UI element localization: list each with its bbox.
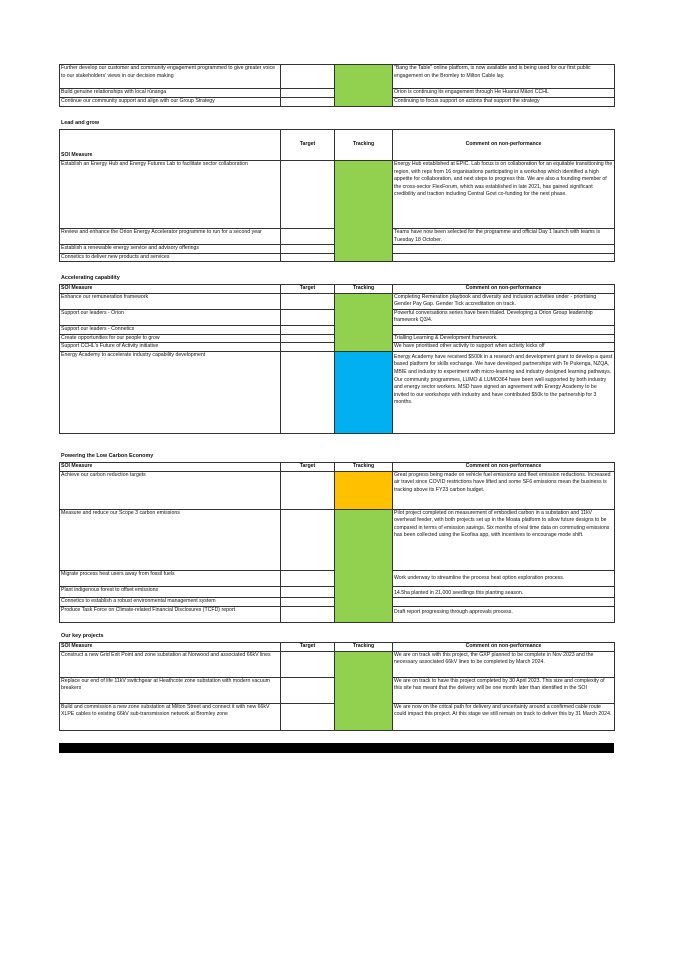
measure-cell: Plant indigenous forest to offset emissions (60, 586, 281, 598)
target-cell (281, 343, 335, 352)
comment-cell (393, 598, 615, 607)
header-target: Target (281, 130, 335, 161)
target-cell (281, 161, 335, 229)
section-title: Accelerating capability (61, 275, 120, 281)
comment-cell: Orion is continuing its engagement through He Huanui Māori CCHL (393, 89, 615, 98)
target-cell (281, 606, 335, 622)
measure-cell: Connetics to deliver new products and services (60, 253, 281, 262)
measure-cell: Produce Task Force on Climate-related Financial Disclosures (TCFD) report (60, 606, 281, 622)
header-soi-measure: SOI Measure (60, 285, 281, 294)
header-target: Target (281, 463, 335, 472)
comment-cell: Great progress being made on vehicle fuel emissions and fleet emission reductions. Increased air travel since COVID restrictions have lifted and some SF6 emissions mean the business is tracking above its FY23 carbon budget. (393, 471, 615, 509)
top-table (59, 64, 614, 107)
comment-cell: Teams have now been selected for the programme and official Day 1 launch with teams is Tuesday 18 October. (393, 229, 615, 245)
header-comment: Comment on non-performance (393, 643, 615, 652)
tracking-cell-green (335, 293, 393, 351)
header-tracking: Tracking (335, 463, 393, 472)
target-cell (281, 89, 335, 98)
measure-cell: Achieve our carbon reduction targets (60, 471, 281, 509)
target-cell (281, 245, 335, 254)
target-cell (281, 293, 335, 309)
header-comment: Comment on non-performance (393, 130, 615, 161)
measure-cell: Support our leaders - Connetics (60, 325, 281, 334)
target-cell (281, 65, 335, 89)
comment-cell: Work underway to streamline the process heat option exploration process. (393, 570, 615, 586)
comment-cell: "Bang the Table" online platform, is now available and is being used for our first public engagement on the Bromley to Milton Cable lay. (393, 65, 615, 89)
measure-cell: Connetics to establish a robust environmental management system (60, 598, 281, 607)
section-title: Powering the Low Carbon Economy (61, 453, 154, 459)
target-cell (281, 325, 335, 334)
tracking-cell-green (335, 651, 393, 730)
target-cell (281, 598, 335, 607)
measure-cell: Migrate process heat users away from fossil fuels (60, 570, 281, 586)
measure-cell: Support CCHL's Future of Activity initiative (60, 343, 281, 352)
header-comment: Comment on non-performance (393, 463, 615, 472)
target-cell (281, 309, 335, 325)
comment-cell: We have prioritised other activity to support when activity kicks off (393, 343, 615, 352)
target-cell (281, 229, 335, 245)
measure-cell: Further develop our customer and community engagement programmed to give greater voice to our stakeholders' views in our decision making (60, 65, 281, 89)
header-soi-measure: SOI Measure (60, 463, 281, 472)
comment-cell: We are on track with this project, the GXP planned to be complete in Nov 2023 and the necessary associated 66kV lines to be completed by March 2024. (393, 651, 615, 677)
comment-cell: Pilot project completed on measurement of embodied carbon in a substation and 11kV overhead feeder, with both projects set up in the Moata platform to allow future designs to be compared in terms of emission savings. Six months of real time data on commuting emissions has been collected using the Ecofixa app, with incentives to encourage mode shift. (393, 509, 615, 570)
target-cell (281, 253, 335, 262)
target-cell (281, 334, 335, 343)
tracking-cell-green (335, 509, 393, 622)
comment-cell: 14.5ha planted in 21,000 seedlings this planting season. (393, 586, 615, 598)
accelerating-capability-table (59, 284, 614, 434)
target-cell (281, 98, 335, 107)
header-comment: Comment on non-performance (393, 285, 615, 294)
header-target: Target (281, 285, 335, 294)
comment-cell (393, 325, 615, 334)
measure-cell: Enhance our remuneration framework (60, 293, 281, 309)
section-title: Our key projects (61, 633, 104, 639)
section-title: Lead and grow (61, 120, 100, 126)
comment-cell (393, 245, 615, 254)
target-cell (281, 586, 335, 598)
measure-cell: Energy Academy to accelerate industry capability development (60, 351, 281, 433)
tracking-cell-green (335, 161, 393, 262)
comment-cell: Trialling Learning & Development framework. (393, 334, 615, 343)
measure-cell: Construct a new Grid Exit Point and zone substation at Norwood and associated 66kV lines (60, 651, 281, 677)
measure-cell: Build and commission a new zone substation at Milton Street and connect it with new 66kV XLPE cables to existing 66kV sub-transmission network at Bromley zone (60, 703, 281, 730)
tracking-cell-green (335, 65, 393, 107)
footer-bar (59, 743, 614, 753)
comment-cell: Energy Hub established at EPIC. Lab focus is on collaboration for an equitable transitioning the region, with reps from 16 organisations participating in a workshop which identified a high appetite for collaboration, and next steps to progress this. We are also a founding member of the cross-sector FlexForum, which was established in late 2021, has gained significant credibility and traction including Central Govt co-funding for the next phase. (393, 161, 615, 229)
measure-cell: Review and enhance the Orion Energy Accelerator programme to run for a second year (60, 229, 281, 245)
header-tracking: Tracking (335, 643, 393, 652)
target-cell (281, 471, 335, 509)
header-tracking: Tracking (335, 130, 393, 161)
header-soi-measure: SOI Measure (60, 643, 281, 652)
tracking-cell-blue (335, 351, 393, 433)
comment-cell (393, 253, 615, 262)
measure-cell: Support our leaders - Orion (60, 309, 281, 325)
target-cell (281, 509, 335, 570)
measure-cell: Build genuine relationships with local rūnanga (60, 89, 281, 98)
measure-cell: Create opportunities for our people to grow (60, 334, 281, 343)
key-projects-table (59, 642, 614, 731)
target-cell (281, 703, 335, 730)
header-tracking: Tracking (335, 285, 393, 294)
measure-cell: Measure and reduce our Scope 3 carbon emissions (60, 509, 281, 570)
target-cell (281, 570, 335, 586)
comment-cell: Draft report progressing through approvals process. (393, 606, 615, 622)
comment-cell: Continuing to focus support on actions that support the strategy (393, 98, 615, 107)
target-cell (281, 677, 335, 703)
measure-cell: Establish an Energy Hub and Energy Futures Lab to facilitate sector collaboration (60, 161, 281, 229)
comment-cell: Powerful conversations series have been trialed. Developing a Orion Group leadership framework Q3/4. (393, 309, 615, 325)
header-target: Target (281, 643, 335, 652)
target-cell (281, 651, 335, 677)
comment-cell: Energy Academy have received $500k in a research and development grant to develop a quest based platform for skills exchange. We have developed partnerships with Te Pukenga, NZQA, MBIE and industry to experiment with micro-learning and industry designed learning pathways. Our community programmes, LUMO & LUMO364 have been well supported by both industry and energy sector workers. MSD have signed an agreement with Energy Academy to be invited to our workshops with industry and have contributed $50k to the partnership for 3 months. (393, 351, 615, 433)
target-cell (281, 351, 335, 433)
comment-cell: Completing Remeration playbook and diversity and inclusion activities under - priortising Gender Pay Gap. Gender Tick accreditation on track. (393, 293, 615, 309)
header-soi-measure: SOI Measure (60, 130, 281, 161)
measure-cell: Establish a renewable energy service and advisory offerings (60, 245, 281, 254)
measure-cell: Continue our community support and align with our Group Strategy (60, 98, 281, 107)
tracking-cell-amber (335, 471, 393, 509)
comment-cell: We are on track to have this project completed by 30 April 2023. This size and complexity of this site has meant that the delivery will be one month later than identified in the SOI (393, 677, 615, 703)
measure-cell: Replace our end of life 11kV switchgear at Heathcote zone substation with modern vacuum breakers (60, 677, 281, 703)
lead-and-grow-table (59, 129, 614, 262)
low-carbon-table (59, 462, 614, 623)
comment-cell: We are now on the critcal path for delivery and uncertainty around a confirmed cable route could impact this project. At this stage we still remain on track to deliver this by 31 March 2024. (393, 703, 615, 730)
